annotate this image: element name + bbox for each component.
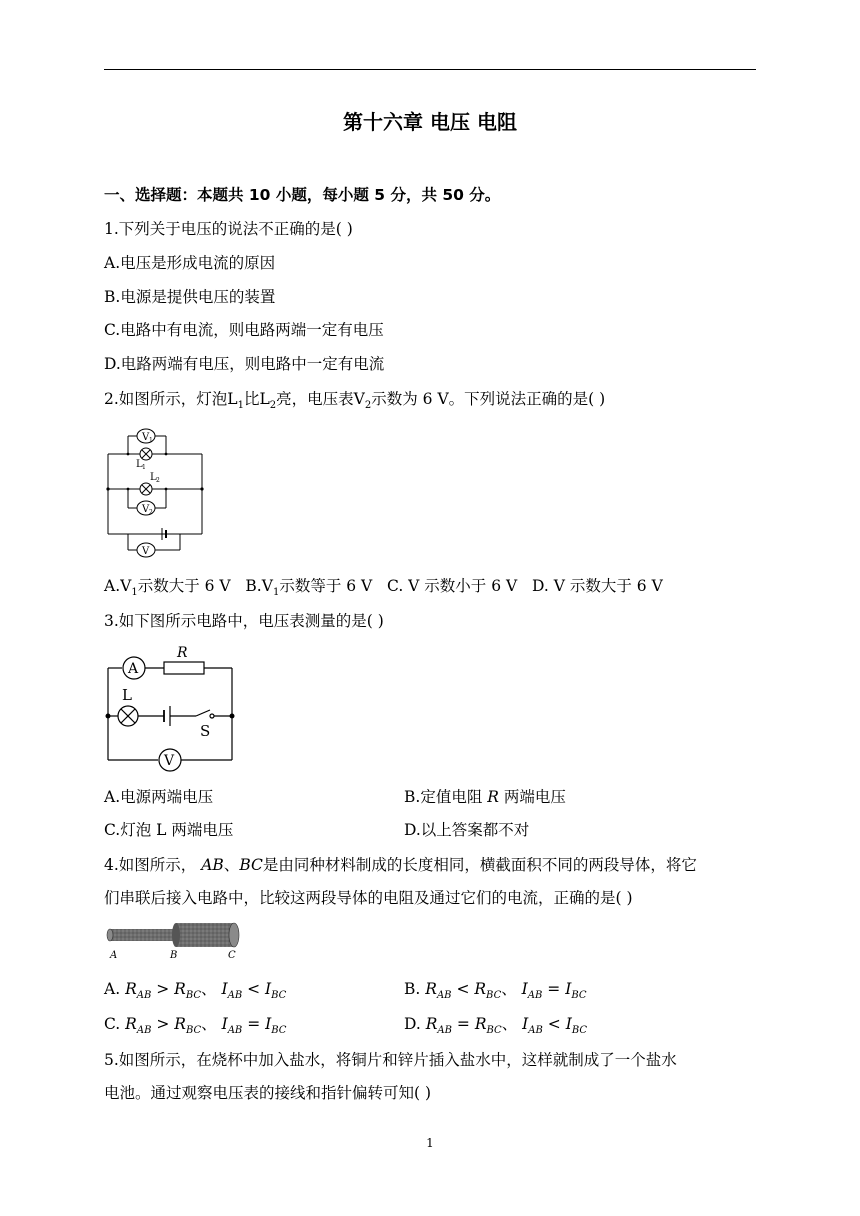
q3-fig-switch-label: S	[200, 722, 211, 740]
q4-stem-line2: 们串联后接入电路中，比较这两段导体的电阻及通过它们的电流，正确的是( )	[104, 889, 633, 907]
q4-option-c: C. $R_{AB} > R_{BC}$、 $I_{AB} = I_{BC}$	[104, 1015, 287, 1037]
q2-fig-v-label: V	[142, 546, 150, 557]
q2-options: $A.V_1$示数大于 6 V $B.V_1$示数等于 6 V C. V 示数小于 6 V D. V 示数大于 6 V	[104, 577, 663, 599]
q5-stem-line2: 电池。通过观察电压表的接线和指针偏转可知( )	[104, 1084, 432, 1102]
q1-option-a: A.电压是形成电流的原因	[104, 254, 276, 272]
q5-stem-line1: 5.如图所示，在烧杯中加入盐水，将铜片和锌片插入盐水中，这样就制成了一个盐水	[104, 1051, 677, 1069]
svg-text:2: 2	[149, 509, 153, 516]
svg-text:1: 1	[149, 437, 153, 444]
q3-fig-voltmeter-label: V	[164, 753, 175, 769]
section-heading: 一、选择题：本题共 10 小题，每小题 5 分，共 50 分。	[104, 186, 501, 204]
q3-option-a: A.电源两端电压	[104, 788, 214, 806]
svg-text:1: 1	[142, 464, 146, 471]
q4-conductor-figure	[106, 918, 246, 962]
q3-option-d: D.以上答案都不对	[404, 821, 530, 839]
q3-fig-lamp-label: L	[122, 686, 132, 704]
q4-option-a: A. $R_{AB} > R_{BC}$、 $I_{AB} < I_{BC}$	[104, 980, 287, 1002]
q4-option-d: D. $R_{AB} = R_{BC}$、 $I_{AB} < I_{BC}$	[404, 1015, 588, 1037]
q2-circuit-figure	[106, 424, 208, 560]
q1-option-d: D.电路两端有电压，则电路中一定有电流	[104, 355, 385, 373]
q3-fig-ammeter-label: A	[128, 661, 139, 677]
q2-fig-l2-label: L	[150, 472, 157, 483]
q4-fig-label-a: A	[110, 950, 118, 961]
q1-stem: 1.下列关于电压的说法不正确的是( )	[104, 220, 353, 238]
page-title: 第十六章 电压 电阻	[343, 110, 517, 134]
q2-fig-v1-label: V	[142, 432, 150, 443]
header-rule	[104, 69, 756, 70]
q4-option-b: B. $R_{AB} < R_{BC}$、 $I_{AB} = I_{BC}$	[404, 980, 587, 1002]
q3-circuit-figure	[100, 646, 240, 776]
q2-stem: 2.如图所示，灯泡$L_1$比$L_2$亮，电压表$V_2$示数为 6 V。下列说法正确的是( )	[104, 390, 606, 412]
q4-fig-label-c: C	[228, 950, 236, 961]
q4-stem-line1: 4.如图所示， AB、BC是由同种材料制成的长度相同，横截面积不同的两段导体，将它	[104, 856, 697, 874]
q4-fig-label-b: B	[170, 950, 178, 961]
q3-option-b: B.定值电阻 R 两端电压	[404, 788, 566, 806]
q2-fig-v2-label: V	[142, 504, 150, 515]
q1-option-c: C.电路中有电流，则电路两端一定有电压	[104, 321, 384, 339]
q2-fig-l1-label: L	[136, 459, 143, 470]
q3-fig-resistor-label: R	[177, 646, 188, 661]
q3-option-c: C.灯泡 L 两端电压	[104, 821, 234, 839]
svg-text:2: 2	[156, 477, 160, 484]
q1-option-b: B.电源是提供电压的装置	[104, 288, 276, 306]
q3-stem: 3.如下图所示电路中，电压表测量的是( )	[104, 612, 384, 630]
page-number: 1	[426, 1136, 434, 1150]
